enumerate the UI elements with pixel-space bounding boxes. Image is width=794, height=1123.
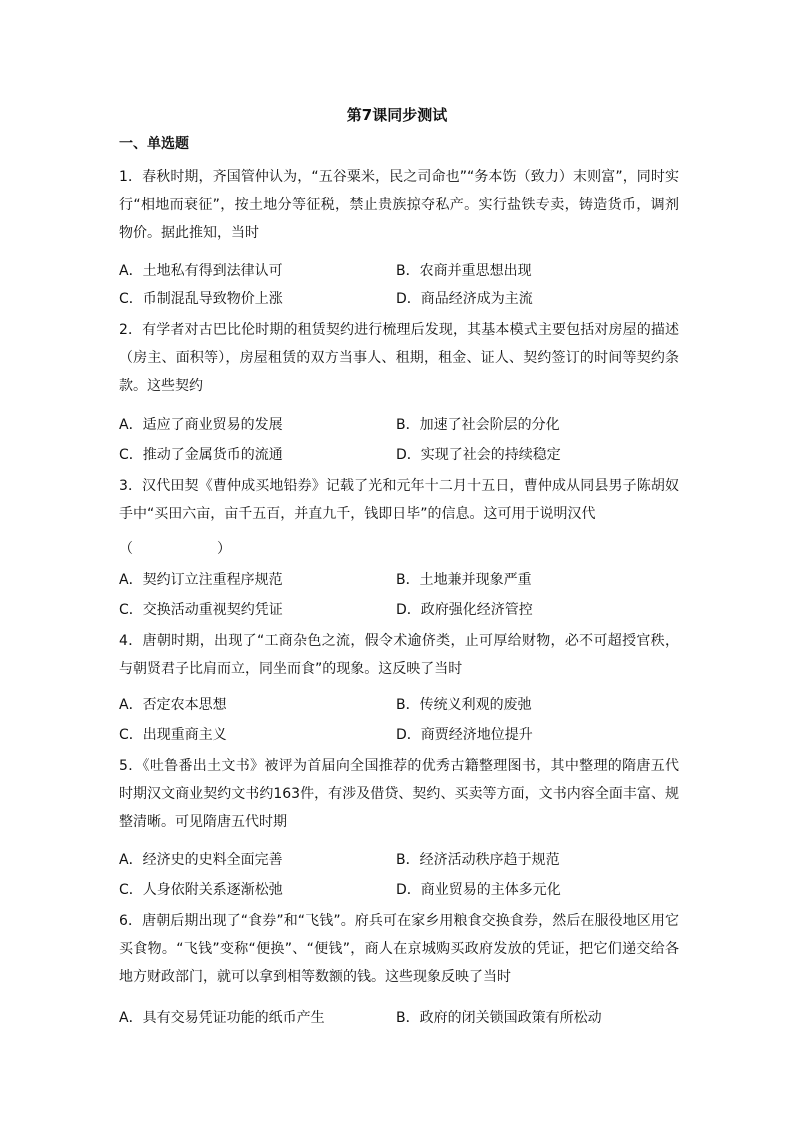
question-4-option-c: C．出现重商主义 xyxy=(119,727,227,743)
question-3-stem: 3．汉代田契《曹仲成买地铅券》记载了光和元年十二月十五日，曹仲成从同县男子陈胡奴手中“买田六亩，亩千五百，并直九千，钱即日毕”的信息。这可用于说明汉代 xyxy=(119,478,679,522)
section-heading: 一、单选题 xyxy=(119,136,189,152)
question-1-option-d: D．商品经济成为主流 xyxy=(396,291,533,307)
question-5-option-b: B．经济活动秩序趋于规范 xyxy=(396,852,560,868)
question-4-stem: 4．唐朝时期，出现了“工商杂色之流，假令术逾侪类，止可厚给财物，必不可超授官秩，与朝贤君子比肩而立，同坐而食”的现象。这反映了当时 xyxy=(119,633,679,677)
question-2-option-d: D．实现了社会的持续稳定 xyxy=(396,447,561,463)
question-2-option-c: C．推动了金属货币的流通 xyxy=(119,447,283,463)
question-2-option-b: B．加速了社会阶层的分化 xyxy=(396,417,560,433)
question-5-option-c: C．人身依附关系逐渐松弛 xyxy=(119,882,283,898)
question-3-answer-bracket: （ ） xyxy=(119,541,231,557)
question-2-stem: 2．有学者对古巴比伦时期的租赁契约进行梳理后发现，其基本模式主要包括对房屋的描述（房主、面积等），房屋租赁的双方当事人、租期，租金、证人、契约签订的时间等契约条款。这些契约 xyxy=(119,322,679,394)
question-6-option-a: A．具有交易凭证功能的纸币产生 xyxy=(119,1010,325,1026)
question-3-option-b: B．土地兼并现象严重 xyxy=(396,572,532,588)
question-1-option-a: A．土地私有得到法律认可 xyxy=(119,263,283,279)
question-2-option-a: A．适应了商业贸易的发展 xyxy=(119,417,283,433)
question-1-option-c: C．币制混乱导致物价上涨 xyxy=(119,291,283,307)
question-6-option-b: B．政府的闭关锁国政策有所松动 xyxy=(396,1010,602,1026)
question-1-stem: 1．春秋时期，齐国管仲认为，“五谷粟米，民之司命也”“务本饬（致力）末则富”，同时实行“相地而衰征”，按土地分等征税，禁止贵族掠夺私产。实行盐铁专卖，铸造货币，调剂物价。据此推知，当时 xyxy=(119,169,679,241)
question-6-stem: 6．唐朝后期出现了“食券”和“飞钱”。府兵可在家乡用粮食交换食券，然后在服役地区用它买食物。“飞钱”变称“便换”、“便钱”，商人在京城购买政府发放的凭证，把它们递交给各地方财政部门，就可以拿到相等数额的钱。这些现象反映了当时 xyxy=(119,913,679,985)
page-title: 第7课同步测试 xyxy=(346,106,448,124)
question-5-stem: 5．《吐鲁番出土文书》被评为首届向全国推荐的优秀古籍整理图书，其中整理的隋唐五代时期汉文商业契约文书约163件，有涉及借贷、契约、买卖等方面，文书内容全面丰富、规整清晰。可见隋唐五代时期 xyxy=(119,758,679,830)
question-3-option-a: A．契约订立注重程序规范 xyxy=(119,572,283,588)
question-3-option-c: C．交换活动重视契约凭证 xyxy=(119,602,283,618)
question-1-option-b: B．农商并重思想出现 xyxy=(396,263,532,279)
question-4-option-b: B．传统义利观的废弛 xyxy=(396,697,532,713)
question-3-option-d: D．政府强化经济管控 xyxy=(396,602,533,618)
question-4-option-d: D．商贾经济地位提升 xyxy=(396,727,533,743)
question-5-option-a: A．经济史的史料全面完善 xyxy=(119,852,283,868)
question-4-option-a: A．否定农本思想 xyxy=(119,697,227,713)
question-5-option-d: D．商业贸易的主体多元化 xyxy=(396,882,561,898)
